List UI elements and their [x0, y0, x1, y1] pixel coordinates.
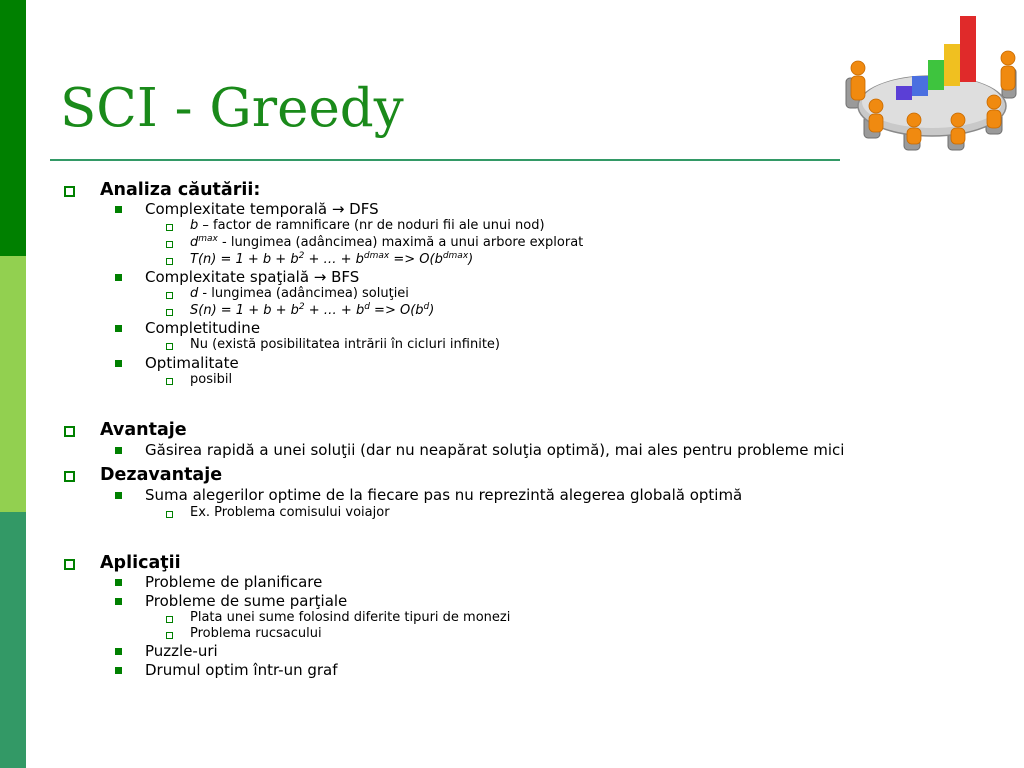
item-lungime-solutie: d - lungimea (adâncimea) soluţiei: [190, 286, 409, 301]
item-aplicatie: Probleme de planificare: [145, 573, 323, 591]
item-dmax: $d^{max}$ - lungimea (adâncimea) maximă a unui arbore explorat: [190, 234, 584, 250]
bullet-level3: [166, 378, 173, 385]
bullet-level1: [64, 559, 75, 570]
bullet-level2: [115, 648, 122, 655]
item-completitudine: Completitudine: [145, 319, 261, 337]
item-aplicatie: Puzzle-uri: [145, 642, 218, 660]
slide-title: SCI - Greedy: [60, 78, 404, 139]
heading-dezavantaje: Dezavantaje: [100, 465, 223, 485]
item-aplicatie-sub: Plata unei sume folosind diferite tipuri de monezi: [190, 610, 511, 625]
bullet-level3: [166, 258, 173, 265]
item-aplicatie: Probleme de sume parţiale: [145, 592, 348, 610]
bullet-level2: [115, 325, 122, 332]
bullet-level1: [64, 471, 75, 482]
bullet-level2: [115, 598, 122, 605]
bullet-level3: [166, 241, 173, 248]
bullet-level3: [166, 309, 173, 316]
bullet-level2: [115, 492, 122, 499]
bullet-level2: [115, 447, 122, 454]
bullet-level2: [115, 667, 122, 674]
heading-avantaje: Avantaje: [100, 420, 187, 440]
bullet-level3: [166, 616, 173, 623]
bullet-level2: [115, 274, 122, 281]
heading-aplicatii: Aplicaţii: [100, 553, 181, 573]
item-dezavantaj-example: Ex. Problema comisului voiajor: [190, 505, 390, 520]
item-formula-spatial: $S(n) = 1 + b + b^2$ + … + $b^d => O(b^d)$: [190, 302, 435, 318]
item-complexitate-spatiala: Complexitate spaţială → BFS: [145, 268, 360, 286]
bullet-level3: [166, 511, 173, 518]
item-complexitate-temporala: Complexitate temporală → DFS: [145, 200, 379, 218]
bullet-level3: [166, 632, 173, 639]
item-aplicatie-sub: Problema rucsacului: [190, 626, 322, 641]
bullet-level2: [115, 360, 122, 367]
bullet-level3: [166, 224, 173, 231]
bullet-level1: [64, 186, 75, 197]
item-optimalitate: Optimalitate: [145, 354, 239, 372]
item-aplicatie: Drumul optim într-un graf: [145, 661, 338, 679]
item-formula-temporal: $T(n) = 1 + b + b^2$ + … + $b^{dmax} => O(b^{dmax})$: [190, 251, 474, 267]
item-completitudine-detail: Nu (există posibilitatea intrării în cicluri infinite): [190, 337, 500, 352]
heading-analiza: Analiza căutării:: [100, 180, 261, 200]
item-optimalitate-detail: posibil: [190, 372, 233, 387]
bullet-level1: [64, 426, 75, 437]
bullet-level3: [166, 292, 173, 299]
bullet-level3: [166, 343, 173, 350]
item-factor-ramnificare: b – factor de ramnificare (nr de noduri fii ale unui nod): [190, 218, 545, 233]
bullet-level2: [115, 206, 122, 213]
item-dezavantaj: Suma alegerilor optime de la fiecare pas nu reprezintă alegerea globală optimă: [145, 486, 743, 504]
item-avantaj: Găsirea rapidă a unei soluţii (dar nu neapărat soluţia optimă), mai ales pentru probleme mici: [145, 441, 845, 459]
bullet-level2: [115, 579, 122, 586]
